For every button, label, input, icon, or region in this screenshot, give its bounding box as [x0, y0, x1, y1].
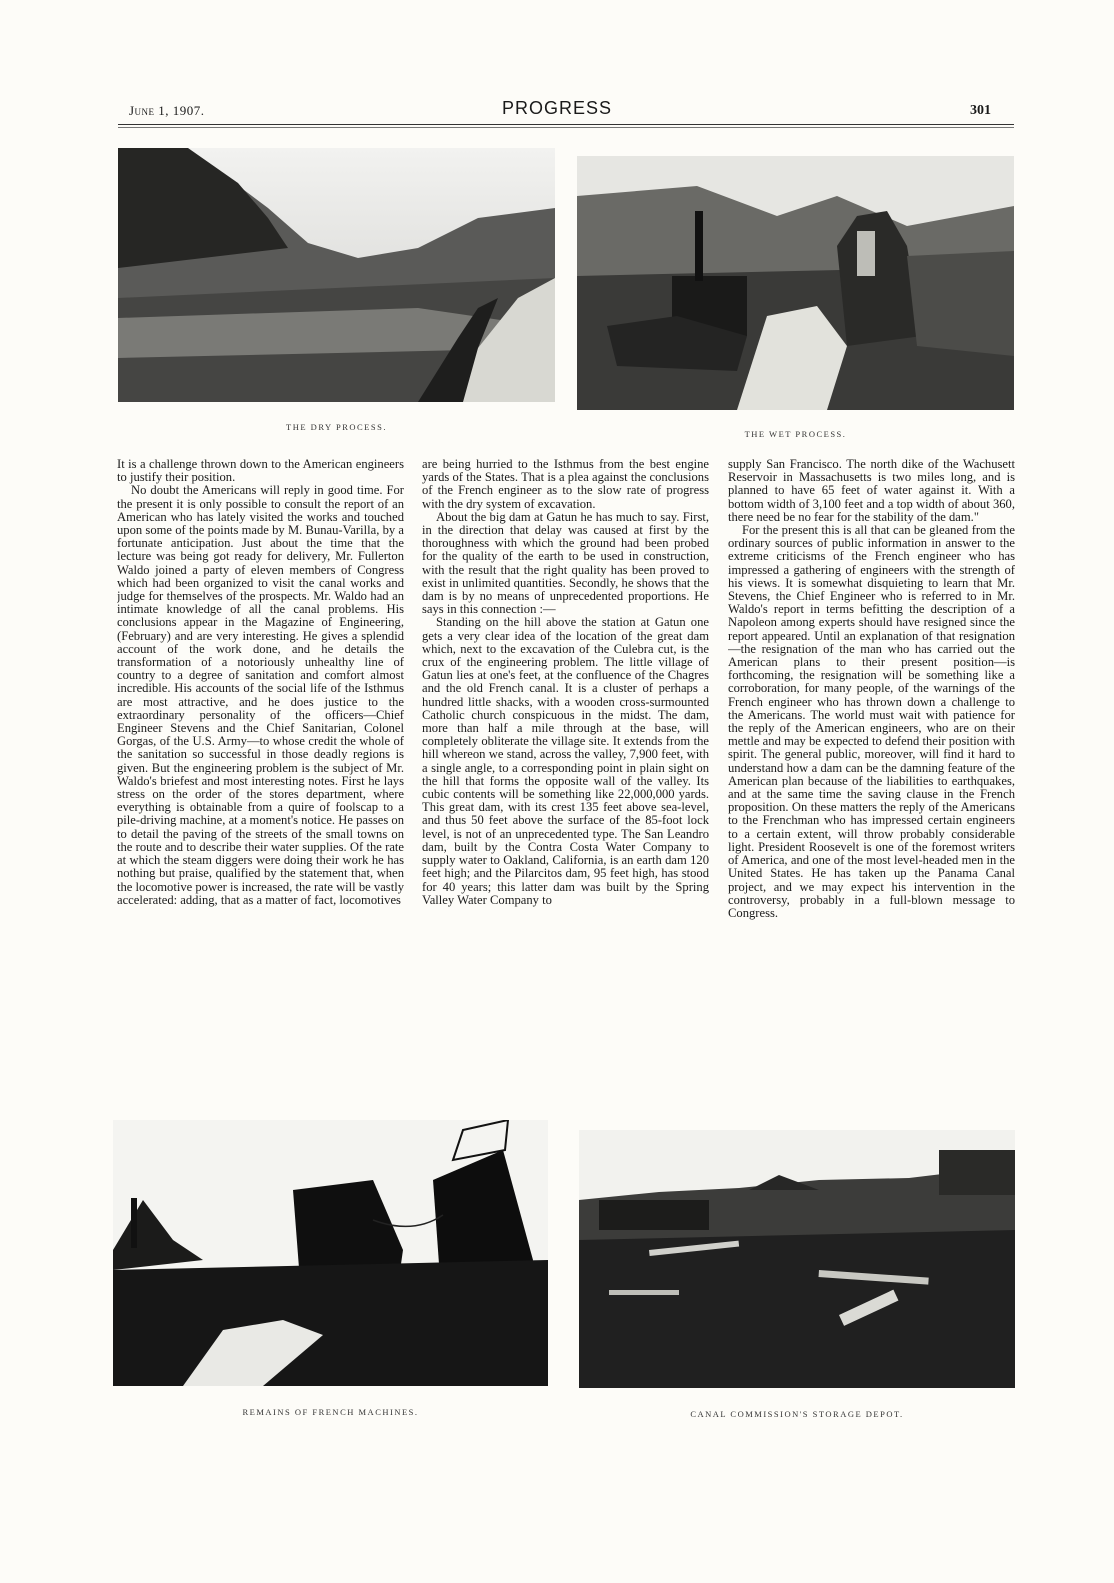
article-column-2: [422, 458, 709, 1098]
caption-french-machines: REMAINS OF FRENCH MACHINES.: [242, 1407, 419, 1417]
caption-wet-process: THE WET PROCESS.: [744, 429, 847, 439]
photo-storage-depot: [579, 1130, 1015, 1388]
paragraph: supply San Francisco. The north dike of the Wachusett Reservoir in Massachusetts is two miles long, and is planned to have 65 feet of water against it. With a bottom width of 3,100 feet and a top width of about 360, there need be no fear for the stability of the dam.": [728, 458, 1015, 524]
article-column-1: [117, 458, 404, 1098]
quoted-paragraph: Standing on the hill above the station at Gatun one gets a very clear idea of the location of the great dam which, next to the excavation of the Culebra cut, is the crux of the engineering problem. The little village of Gatun lies at one's feet, at the confluence of the Chagres and the old French canal. It is a cluster of perhaps a hundred little shacks, with a wooden cross-surmounted Catholic church conspicuous in the midst. The dam, more than half a mile through at the base, will completely obliterate the village site. It extends from the hill whereon we stand, across the valley, 7,900 feet, with a single angle, to a corresponding point in plain sight on the hill that forms the opposite wall of the valley. Its cubic contents will be something like 22,000,000 yards. This great dam, with its crest 135 feet above sea-level, and thus 50 feet above the surface of the 85-foot lock level, is not of an unprecedented type. The San Leandro dam, built by the Contra Costa Water Company to supply water to Oakland, California, is an earth dam 120 feet high; and the Pilarcitos dam, 95 feet high, has stood for 40 years; this latter dam was built by the Spring Valley Water Company to: [422, 615, 709, 907]
caption-dry-process: THE DRY PROCESS.: [286, 422, 387, 432]
paragraph: It is a challenge thrown down to the American engineers to justify their position.: [117, 458, 404, 485]
photo-wet-process: [577, 156, 1014, 410]
header-rule: [118, 124, 1014, 125]
paragraph: No doubt the Americans will reply in good time. For the present it is only possible to consult the report of an American who has lately visited the works and touched upon some of the points made by M. Bunau-Varilla, by a fortunate anticipation. Just about the time that the lecture was being got ready for delivery, Mr. Fullerton Waldo joined a party of eleven members of Congress which had been organized to visit the canal works and judge for themselves of the prospects. Mr. Waldo had an intimate knowledge of all the canal problems. His conclusions appear in the Magazine of Engineering, (February) and are very interesting. He gives a splendid account of the work done, and he details the transformation of a notoriously unhealthy line of country to a degree of sanitation and comfort almost incredible. His accounts of the social life of the Isthmus are most attractive, and he does justice to the extraordinary personality of the officers—Chief Engineer Stevens and the Chief Sanitarian, Colonel Gorgas, of the U.S. Army—to whose credit the whole of the sanitation so successful in those deadly regions is given. But the engineering problem is the subject of Mr. Waldo's briefest and most interesting notes. First he lays stress on the order of the stores department, where everything is obtainable from a quire of foolscap to a pile-driving machine, at a moment's notice. He passes on to detail the paving of the streets of the small towns on the route and to describe their water supplies. Of the rate at which the steam diggers were doing their work he has nothing but praise, qualified by the statement that, when the locomotive power is increased, the rate will be vastly accelerated: adding, that as a matter of fact, locomotives: [117, 483, 404, 907]
paragraph: For the present this is all that can be gleaned from the ordinary sources of public information in answer to the extreme criticisms of the French engineer who has impressed a gathering of engineers with the strength of his views. It is somewhat disquieting to learn that Mr. Stevens, the Chief Engineer who is referred to in Mr. Waldo's report in terms befitting the description of a Napoleon among experts should have resigned since the report appeared. Until an explanation of that resignation—the resignation of the man who has carried out the American plans to their present position—is forthcoming, the resignation will be something like a corroboration, for many people, of the warnings of the French engineer who has thrown down a challenge to the Americans. The world must wait with patience for the reply of the American engineers, who are on their mettle and may be expected to defend their position with spirit. The general public, moreover, will find it hard to understand how a dam can be the damning feature of the American plan because of the liabilities to earthquakes, and at the same time the saving clause in the French proposition. On these matters the reply of the Americans to the Frenchman who has impressed certain engineers to a certain extent, will throw probably considerable light. President Roosevelt is one of the foremost writers of America, and one of the most level-headed men in the United States. He has taken up the Panama Canal project, and we may expect his intervention in the controversy, probably in a full-blown message to Congress.: [728, 523, 1015, 920]
paragraph: are being hurried to the Isthmus from the best engine yards of the States. That is a plea against the conclusions of the French engineer as to the slow rate of progress with the dry system of excavation.: [422, 458, 709, 511]
page-number: 301: [970, 103, 991, 118]
issue-date: June 1, 1907.: [129, 103, 205, 118]
header-rule-thin: [118, 127, 1014, 128]
photo-french-machines: [113, 1120, 548, 1386]
running-title: PROGRESS: [501, 98, 613, 118]
paragraph: About the big dam at Gatun he has much to say. First, in the direction that delay was caused at first by the thoroughness with which the ground had been probed for the quality of the earth to be used in construction, with the result that the right quality has been proved to exist in unlimited quantities. Secondly, he shows that the dam is by no means of unprecedented proportions. He says in this connection :—: [422, 509, 709, 617]
article-column-3: [728, 458, 1015, 1098]
photo-dry-process: [118, 148, 555, 402]
caption-storage-depot: CANAL COMMISSION'S STORAGE DEPOT.: [690, 1409, 904, 1419]
